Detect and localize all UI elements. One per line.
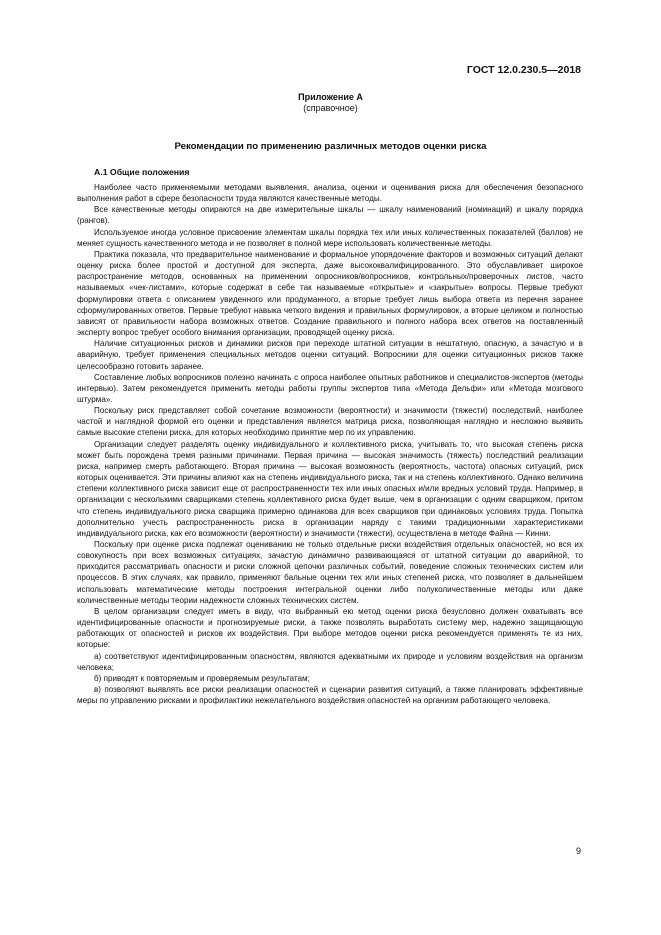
- appendix-subtitle: (справочное): [303, 103, 358, 113]
- standard-code: ГОСТ 12.0.230.5—2018: [466, 64, 581, 76]
- paragraph: Все качественные методы опираются на две измерительные шкалы — шкалу наименований (номинаций) и шкалу порядка (рангов).: [77, 205, 583, 226]
- paragraph: Составление любых вопросников полезно начинать с опроса наиболее опытных работников и специалистов-экспертов (методы интервью). Затем рекомендуется применить методы работы группы экспертов типа «Метода Дельфи» или «Метода мозгового штурма».: [77, 372, 583, 404]
- paragraph: Практика показала, что предварительное наименование и формальное упорядочение факторов и возможных ситуаций делают оценку риска более простой и доступной для эксперта, даже высококвалифицированного. Это обуславливает широкое распространение методов, основанных на применении опросников/вопросников, контрольных/проверочных листов, часто называемых «чек-листами», которые содержат в себе так называемые «открытые» и «закрытые» вопросы. Первые требуют формулировки ответа с описанием увиденного или продуманного, а вторые требует лишь выбора ответа из перечня заранее сформулированных ответов. Первые требуют навыка четкого видения и правильных формулировок, а вторые целиком и полностью зависят от правильности набора возможных ответов. Создание правильного и полного набора всех ответов на поставленный эксперту вопрос требует особого внимания организации, проводящей оценку риска.: [77, 249, 583, 338]
- appendix-title: Приложение А: [298, 92, 363, 102]
- list-item-a: а) соответствуют идентифицированным опасностям, являются адекватными их природе и условиям воздействия на организм человека;: [77, 651, 583, 672]
- page-number: 9: [575, 846, 581, 856]
- appendix-heading: [0, 92, 661, 114]
- list-item-c: в) позволяют выявлять все риски реализации опасностей и сценарии развития ситуаций, а также планировать эффективные меры по управлению рисками и профилактики нежелательного воздействия опасностей на организм работающего человека.: [77, 685, 583, 706]
- paragraph: Используемое иногда условное присвоение элементам шкалы порядка тех или иных количественных показателей (баллов) не меняет сущность качественного метода и не позволяет в полной мере использовать количественные методы.: [77, 227, 583, 248]
- page-title: Рекомендации по применению различных методов оценки риска: [174, 141, 487, 152]
- paragraph: Поскольку при оценке риска подлежат оцениванию не только отдельные риски воздействия отдельных опасностей, но вся их совокупность при всех возможных ситуациях, зачастую динамично развивающаяся от штатной ситуации до аварийной, то приходится рассматривать опасности и риски сложной цепочки различных событий, поведение сложных технических систем или процессов. В этих случаях, как правило, применяют бальные оценки тех или иных степеней риска, что позволяет в дальнейшем использовать математические методы построения интегральной оценки либо полуколичественные методы или даже количественные методы теории надежности сложных технических систем.: [77, 540, 583, 605]
- paragraph: Наличие ситуационных рисков и динамики рисков при переходе штатной ситуации в нештатную, опасную, а зачастую и в аварийную, требует применения специальных методов оценки ситуаций. Вопросники для оценки ситуационных рисков также целесообразно готовить заранее.: [77, 339, 583, 371]
- paragraph: Поскольку риск представляет собой сочетание возможности (вероятности) и значимости (тяжести) последствий, наиболее частой и наглядной формой его оценки и представления является матрица риска, позволяющая наглядно и несложно выявить самые высокие степени риска, для которых необходимо принятие мер по их управлению.: [77, 406, 583, 438]
- paragraph: Наиболее часто применяемыми методами выявления, анализа, оценки и оценивания риска для обеспечения безопасного выполнения работ в сфере безопасности труда являются качественные методы.: [77, 183, 583, 204]
- paragraph: Организации следует разделять оценку индивидуального и коллективного риска, учитывать то, что высокая степень риска может быть порождена тремя разными причинами. Первая причина — высокая значимость (тяжесть) последствий реализации риска, например смерть работающего. Вторая причина — высокая возможность (вероятность, частота) опасных ситуаций, риск которых оценивается. Эти причины влияют как на степень индивидуального риска, так и на степень коллективного. Однако величина степени коллективного риска зависит еще от распространенности тех или иных опасных и/или вредных условий труда. Например, в организации с несколькими сварщиками степень коллективного риска будет выше, чем в организации с одним сварщиком, притом что степень индивидуального риска сварщика примерно одинакова для всех сварщиков при одинаковых условиях труда. Попытка дополнительно учесть распространенность риска в организации наряду с такими традиционными характеристиками индивидуального риска, как его возможности (вероятности) и значимости (тяжести), осуществлена в методе Файна — Кинни.: [77, 439, 583, 538]
- body-text: [77, 182, 583, 706]
- paragraph: В целом организации следует иметь в виду, что выбранный ею метод оценки риска безусловно должен охватывать все идентифицированные опасности и прогнозируемые риски, а также позволять выработать систему мер, надежно защищающую работающих от опасностей и рисков их воздействия. При выборе методов оценки риска рекомендуется применять те из них, которые:: [77, 606, 583, 650]
- section-heading: А.1 Общие положения: [94, 167, 190, 177]
- list-item-b: б) приводят к повторяемым и проверяемым результатам;: [94, 673, 310, 683]
